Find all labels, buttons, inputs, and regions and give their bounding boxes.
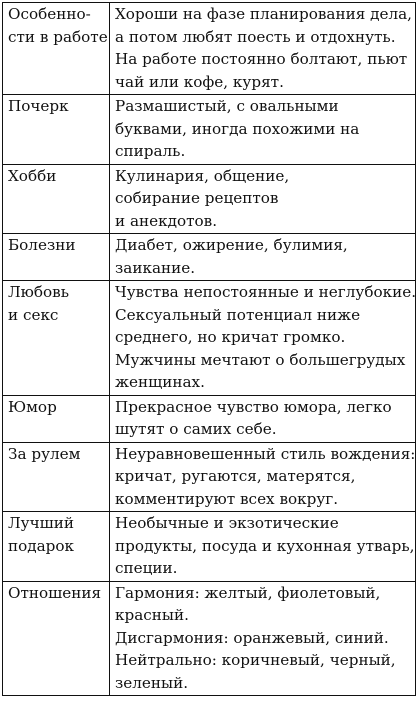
row-label-cell <box>3 395 110 442</box>
row-value-text: Кулинария, общение, <box>115 166 290 185</box>
row-label-cell <box>3 442 110 512</box>
row-value-text: зеленый. <box>115 673 189 692</box>
row-label-text: Отношения <box>8 583 102 602</box>
row-value-text: Размашистый, с овальными <box>115 97 339 115</box>
table-row <box>3 395 416 442</box>
characteristics-table <box>2 2 416 696</box>
row-value-text: комментируют всех вокруг. <box>115 489 339 508</box>
row-value-cell <box>110 395 416 442</box>
row-label-cell <box>3 234 110 281</box>
table-body <box>3 3 416 696</box>
row-value-text: кричат, ругаются, матерятся, <box>115 467 356 485</box>
table-row <box>3 512 416 582</box>
row-value-text: Дисгармония: оранжевый, синий. <box>115 628 389 647</box>
row-value-text: Прекрасное чувство юмора, легко <box>115 397 392 416</box>
row-value-text: шутят о самих себе. <box>115 420 277 438</box>
row-value-cell <box>110 281 416 396</box>
row-label-cell <box>3 3 110 95</box>
row-value-text: Диабет, ожирение, булимия, <box>115 236 348 254</box>
row-value-text: а потом любят поесть и отдохнуть. <box>115 27 396 46</box>
row-value-text: Необычные и экзотические <box>115 514 339 532</box>
row-value-text: Мужчины мечтают о большегрудых <box>115 350 406 369</box>
row-label-text: и секс <box>8 305 59 324</box>
table-row <box>3 95 416 165</box>
row-label-text: Почерк <box>8 97 69 115</box>
row-value-text: и анекдотов. <box>115 211 218 230</box>
row-value-text: заикание. <box>115 258 196 277</box>
row-label-cell <box>3 164 110 234</box>
row-value-text: специи. <box>115 559 178 577</box>
row-value-cell <box>110 512 416 582</box>
row-value-cell <box>110 442 416 512</box>
row-value-text: буквами, иногда похожими на <box>115 119 360 138</box>
row-label-cell <box>3 281 110 396</box>
row-value-cell <box>110 3 416 95</box>
table-row <box>3 442 416 512</box>
row-value-text: красный. <box>115 606 189 624</box>
row-value-cell <box>110 164 416 234</box>
row-value-text: собирание рецептов <box>115 189 279 207</box>
row-value-text: Хороши на фазе планирования дела, <box>115 5 413 23</box>
row-label-text: За рулем <box>8 444 81 463</box>
row-label-text: Особенно- <box>8 5 91 23</box>
row-value-text: чай или кофе, курят. <box>115 72 284 91</box>
row-value-text: Нейтрально: коричневый, черный, <box>115 651 396 669</box>
row-value-text: Чувства непостоянные и неглубокие. <box>115 283 417 301</box>
row-value-text: Сексуальный потенциал ниже <box>115 305 361 324</box>
row-label-text: Юмор <box>8 397 57 416</box>
row-value-text: Гармония: желтый, фиолетовый, <box>115 583 381 602</box>
row-value-text: среднего, но кричат громко. <box>115 328 346 346</box>
row-label-cell <box>3 95 110 165</box>
table-row <box>3 164 416 234</box>
table-row <box>3 281 416 396</box>
row-label-text: Любовь <box>8 283 70 301</box>
row-label-text: Болезни <box>8 236 76 254</box>
table-row <box>3 234 416 281</box>
row-label-cell <box>3 512 110 582</box>
table-row <box>3 581 416 696</box>
row-value-text: На работе постоянно болтают, пьют <box>115 50 408 68</box>
row-value-text: спираль. <box>115 142 186 160</box>
row-label-cell <box>3 581 110 696</box>
row-value-text: женщинах. <box>115 373 205 391</box>
row-value-text: продукты, посуда и кухонная утварь, <box>115 536 415 555</box>
row-label-text: сти в работе <box>8 27 108 46</box>
row-value-cell <box>110 234 416 281</box>
row-value-text: Неуравновешенный стиль вождения: <box>115 444 416 463</box>
row-label-text: подарок <box>8 536 75 555</box>
row-label-text: Хобби <box>8 166 57 185</box>
table-row <box>3 3 416 95</box>
row-value-cell <box>110 95 416 165</box>
row-label-text: Лучший <box>8 514 75 532</box>
row-value-cell <box>110 581 416 696</box>
